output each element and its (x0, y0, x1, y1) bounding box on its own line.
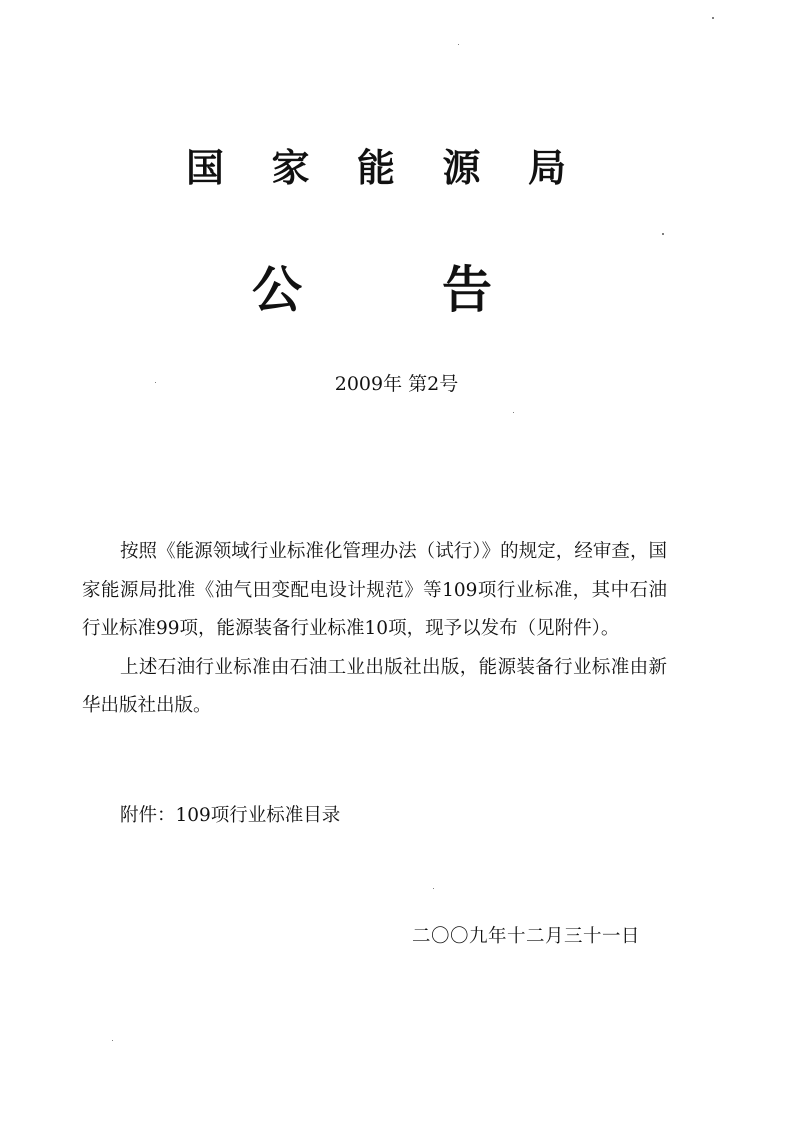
scan-speck (112, 1040, 113, 1041)
notice-body (82, 533, 667, 726)
issue-date: 二〇〇九年十二月三十一日 (412, 926, 641, 947)
title-char: 局 (527, 145, 566, 190)
notice-title-char: 公 (252, 260, 302, 319)
title-char: 能 (356, 145, 395, 190)
scan-speck (712, 17, 714, 19)
scan-speck (662, 233, 664, 235)
body-paragraph: 按照《能源领域行业标准化管理办法（试行）》的规定，经审查，国家能源局批准《油气田变配电设计规范》等109项行业标准，其中石油行业标准99项，能源装备行业标准10项，现予以发布（见附件）。 (82, 541, 667, 639)
document-number: 2009年 第2号 (334, 373, 459, 395)
scan-speck (155, 382, 156, 383)
scan-speck (513, 412, 514, 413)
title-char: 国 (186, 145, 225, 190)
title-char: 源 (442, 145, 481, 190)
scan-speck (458, 44, 459, 45)
issuing-authority-title (186, 138, 566, 198)
notice-title-char: 告 (442, 260, 492, 319)
attachment-line: 附件：109项行业标准目录 (120, 805, 341, 826)
scan-speck (433, 888, 434, 889)
title-char: 家 (271, 145, 310, 190)
body-paragraph: 上述石油行业标准由石油工业出版社出版，能源装备行业标准由新华出版社出版。 (82, 656, 667, 716)
notice-title (252, 255, 492, 325)
